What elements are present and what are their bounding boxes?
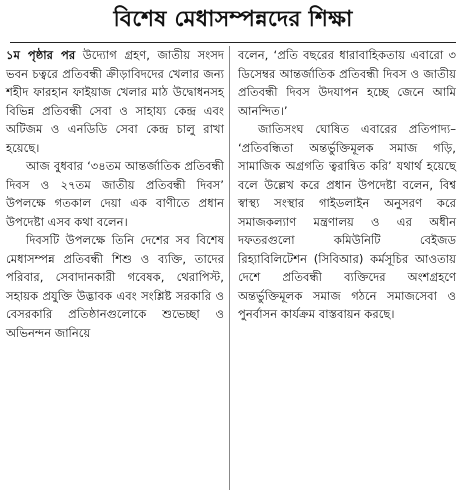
paragraph-2: আজ বুধবার ‘৩৪তম আন্তর্জাতিক প্রতিবন্ধী দিবস ও ২৭তম জাতীয় প্রতিবন্ধী দিবস’ উপলক্ষে গতকাল দেয়া এক বাণীতে প্রধান উপদেষ্টা এসব কথা বলেন। xyxy=(6,159,224,229)
headline-bar xyxy=(0,0,466,40)
paragraph-4: বলেন, ‘প্রতি বছরের ধারাবাহিকতায় এবারো ৩ ডিসেম্বর আন্তর্জাতিক প্রতিবন্ধী দিবস ও জাতীয় প্রতিবন্ধী দিবস উদযাপন হচ্ছে জেনে আমি আনন্দিত।’ xyxy=(238,48,456,118)
paragraph-3: দিবসটি উপলক্ষে তিনি দেশের সব বিশেষ মেধাসম্পন্ন প্রতিবন্ধী শিশু ও ব্যক্তি, তাদের পরিবার, সেবাদানকারী গবেষক, থেরাপিস্ট, সহায়ক প্রযুক্তি উদ্ভাবক এবং সংশ্লিষ্ট সরকারি ও বেসরকারি প্রতিষ্ঠানগুলোকে শুভেচ্ছা ও অভিনন্দন জানিয়ে xyxy=(6,233,224,340)
paragraph-1-text: উদ্যোগ গ্রহণ, জাতীয় সংসদ ভবন চত্বরে প্রতিবন্ধী ক্রীড়াবিদদের খেলার জন্য শহীদ ফারহান ফাইয়াজ খেলার মাঠ উদ্বোধনসহ বিভিন্ন প্রতিবন্ধী সেবা ও সাহায্য কেন্দ্র এবং অটিজম ও এনডিডি সেবা কেন্দ্র চালু রাখা হয়েছে। xyxy=(6,48,224,155)
continued-from-label: ১ম পৃষ্ঠার পর xyxy=(6,48,76,62)
paragraph-1 xyxy=(6,46,224,157)
article-column-right xyxy=(238,46,456,324)
paragraph-5: জাতিসংঘ ঘোষিত এবারের প্রতিপাদ্য– ‘প্রতিবন্ধিতা অন্তর্ভুক্তিমূলক সমাজ গড়ি, সামাজিক অগ্রগতি ত্বরান্বিত করি’ যথার্থ হয়েছে বলে উল্লেখ করে প্রধান উপদেষ্টা বলেন, বিশ্ব স্বাস্থ্য সংস্থার গাইডলাইন অনুসরণ করে সমাজকল্যাণ মন্ত্রণালয় ও এর অধীন দফতরগুলো কমিউনিটি বেইজড রিহ্যাবিলিটেশন (সিবিআর) কর্মসূচির আওতায় দেশে প্রতিবন্ধী ব্যক্তিদের অংশগ্রহণে অন্তর্ভুক্তিমূলক সমাজ গঠনে সমাজসেবা ও পুনর্বাসন কার্যক্রম বাস্তবায়ন করছে। xyxy=(238,122,456,321)
article-column-left xyxy=(6,46,224,342)
headline-rule xyxy=(10,42,456,43)
article-headline: বিশেষ মেধাসম্পন্নদের শিক্ষা xyxy=(113,6,353,32)
column-divider xyxy=(229,46,230,490)
